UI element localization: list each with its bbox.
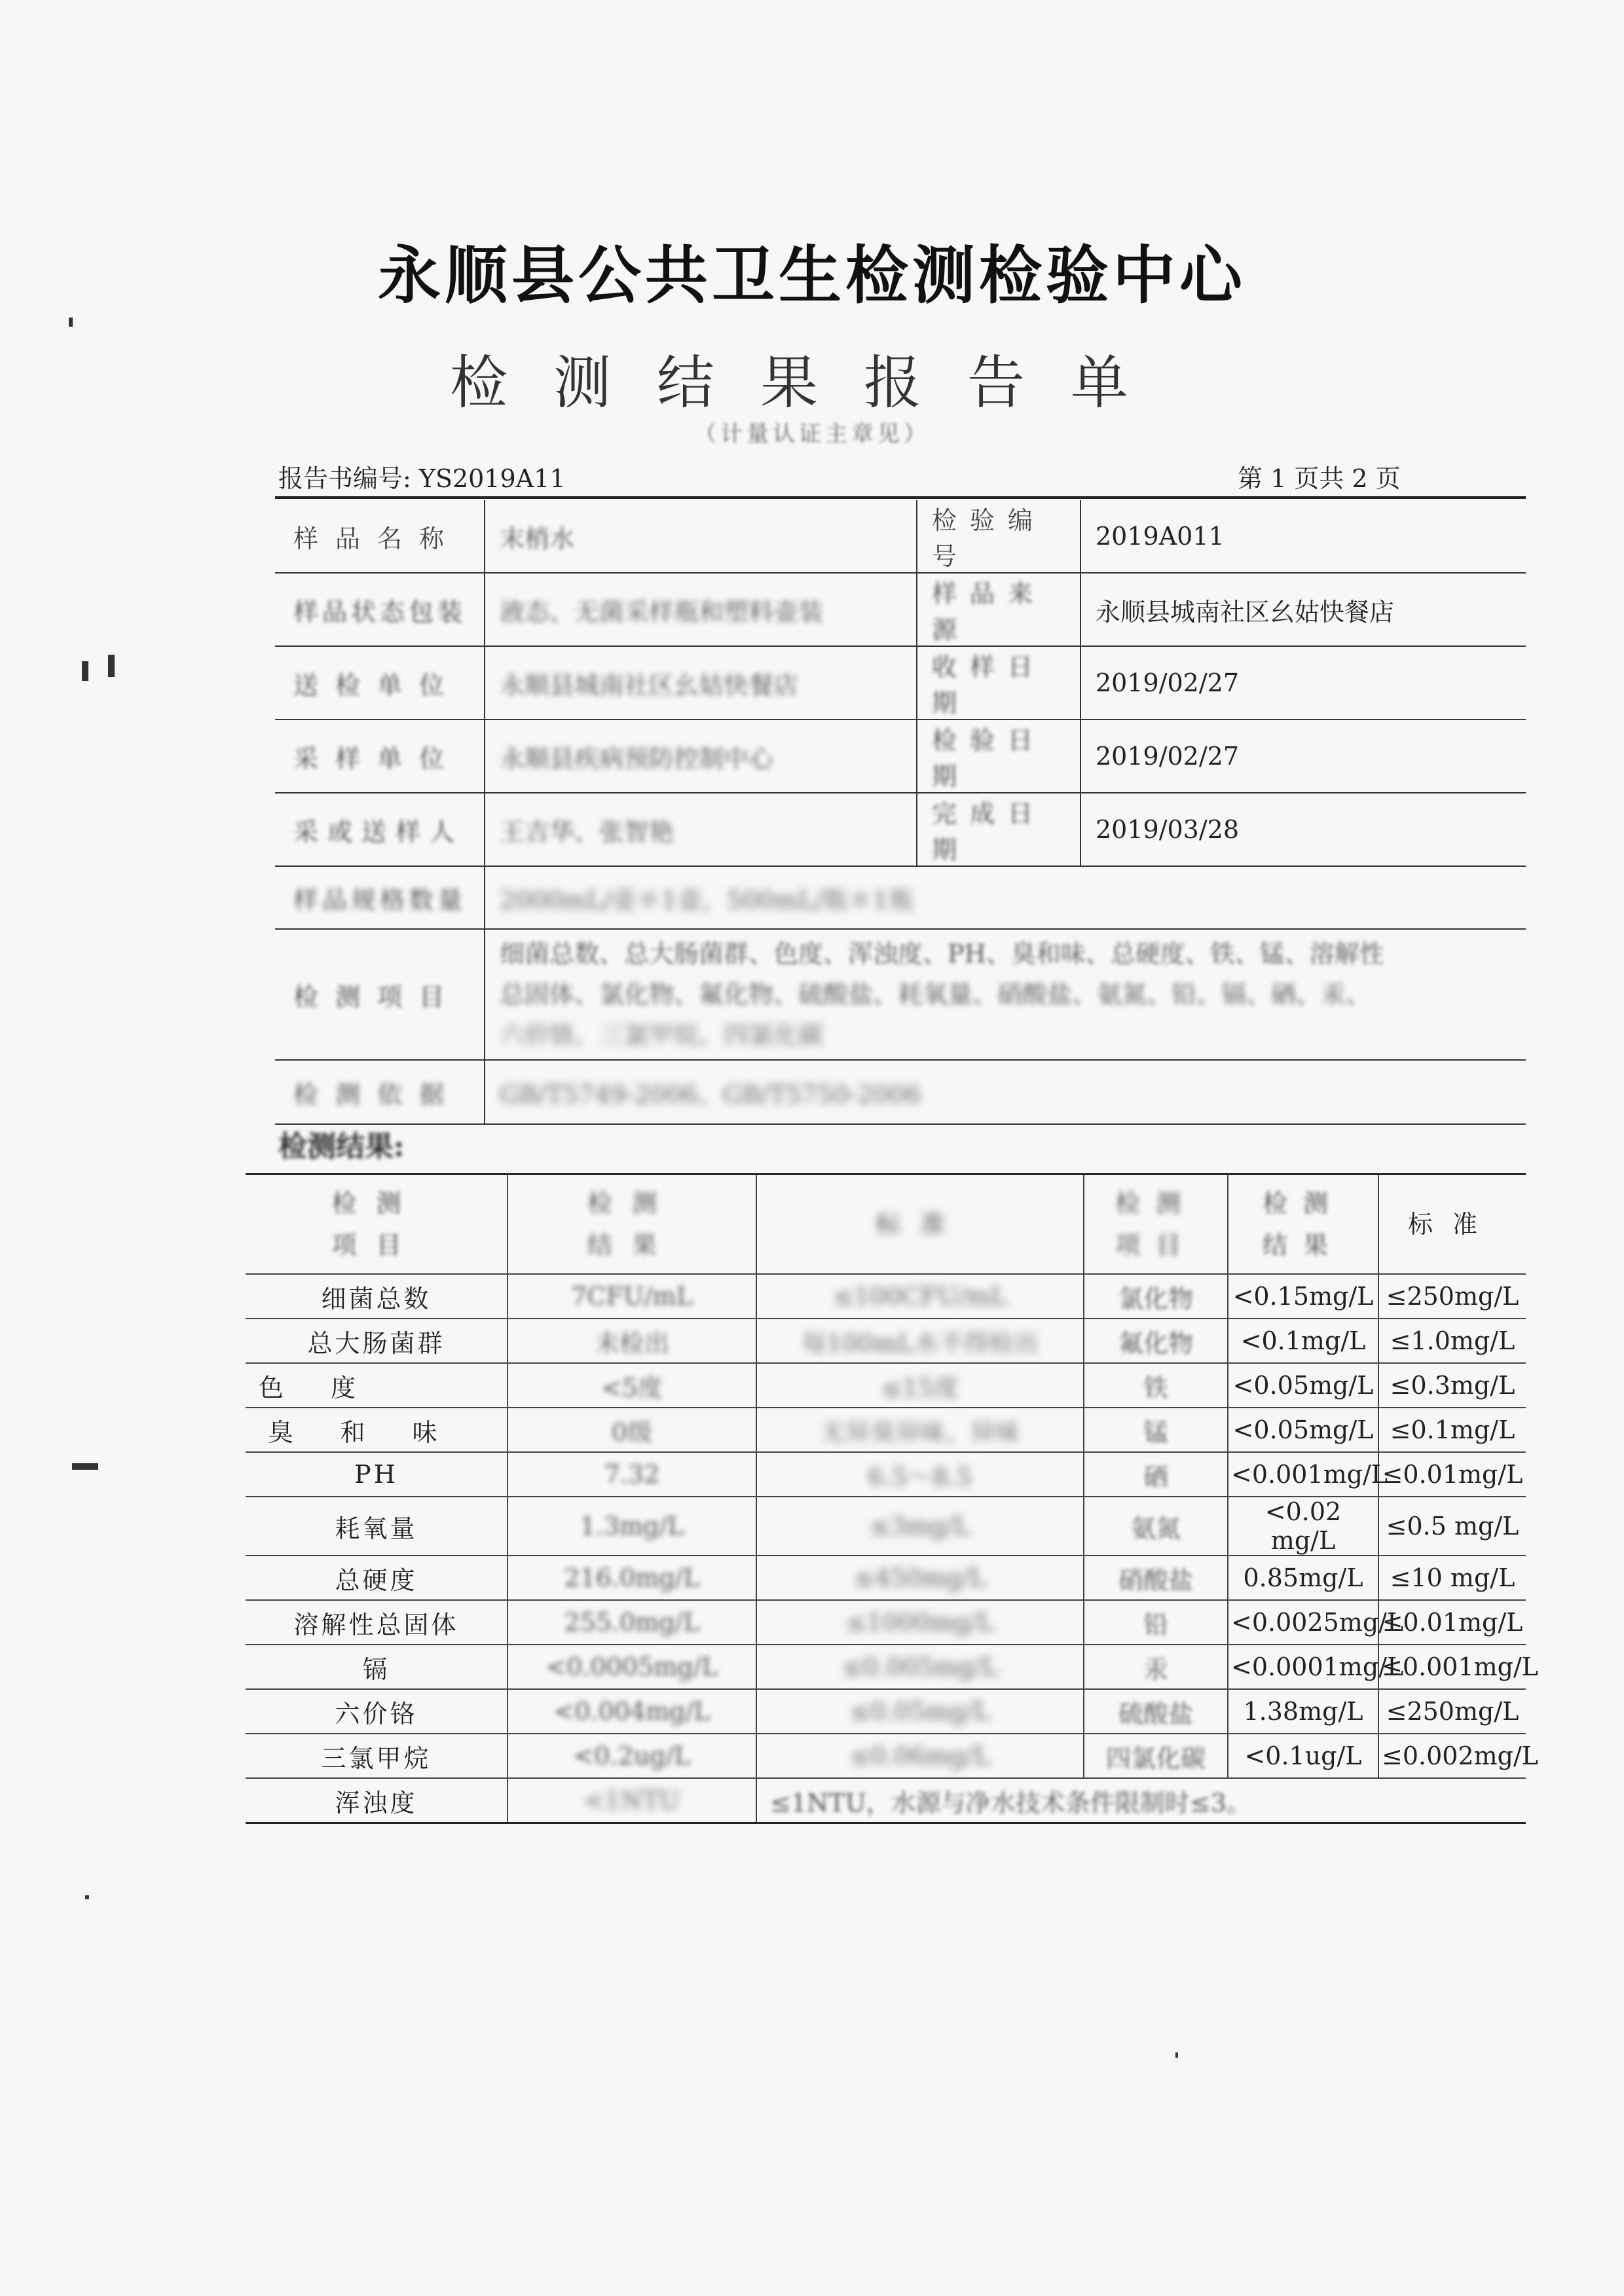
- result-row: [246, 1274, 1526, 1319]
- sampler-value: 王吉华、张智艳: [485, 793, 917, 866]
- result-value: 1.3mg/L: [507, 1497, 756, 1556]
- result-item-2: 氯化物: [1084, 1274, 1228, 1319]
- method-value: GB/T5749-2006、GB/T5750-2006: [485, 1060, 1526, 1124]
- result-standard-2: ≤0.1mg/L: [1378, 1408, 1526, 1452]
- result-item: 耗氧量: [246, 1497, 507, 1556]
- result-item: 总硬度: [246, 1556, 507, 1600]
- result-value: <0.2ug/L: [507, 1734, 756, 1778]
- submit-unit-label: 送检单位: [275, 646, 485, 720]
- items-line-1: 细菌总数、总大肠菌群、色度、浑浊度、PH、臭和味、总硬度、铁、锰、溶解性: [500, 939, 1384, 968]
- result-standard: 每100mL水不得检出: [756, 1319, 1084, 1363]
- state-label: 样品状态包装: [275, 573, 485, 646]
- receive-date-label: 收样日期: [917, 646, 1080, 720]
- result-standard: ≤450mg/L: [756, 1556, 1084, 1600]
- result-row: [246, 1408, 1526, 1452]
- header-item: 检测 项目: [246, 1175, 507, 1275]
- result-value-2: <0.15mg/L: [1228, 1274, 1378, 1319]
- result-standard-2: ≤250mg/L: [1378, 1689, 1526, 1734]
- result-item: 六价铬: [246, 1689, 507, 1734]
- doc-title: 检测结果报告单: [449, 349, 1174, 416]
- source-label: 样品来源: [917, 573, 1080, 646]
- result-value: 255.0mg/L: [507, 1600, 756, 1645]
- result-value: 未检出: [507, 1319, 756, 1363]
- sample-name-label: 样品名称: [275, 500, 485, 573]
- result-standard-2: ≤250mg/L: [1378, 1274, 1526, 1319]
- result-row: [246, 1689, 1526, 1734]
- result-standard-2: ≤0.3mg/L: [1378, 1363, 1526, 1408]
- items-line-3: 六价铬、三氯甲烷、四氯化碳: [500, 1021, 824, 1049]
- result-standard: ≤100CFU/mL: [756, 1274, 1084, 1319]
- result-row: [246, 1452, 1526, 1497]
- result-value-2: <0.001mg/L: [1228, 1452, 1378, 1497]
- result-item-2: 铁: [1084, 1363, 1228, 1408]
- page-indicator: 第 1 页共 2 页: [1238, 464, 1401, 493]
- result-row: [246, 1363, 1526, 1408]
- scan-speck: [1175, 2052, 1178, 2058]
- result-row: [246, 1600, 1526, 1645]
- spec-label: 样品规格数量: [275, 866, 485, 929]
- items-label: 检测项目: [275, 929, 485, 1060]
- result-item: 三氯甲烷: [246, 1734, 507, 1778]
- submit-unit-value: 永顺县城南社区幺姑快餐店: [485, 646, 917, 720]
- header-result-2: 检测 结果: [1228, 1175, 1378, 1275]
- results-table: [246, 1173, 1539, 1824]
- result-standard: ≤0.06mg/L: [756, 1734, 1084, 1778]
- result-standard: 6.5～8.5: [756, 1452, 1084, 1497]
- certification-note: （计量认证主章见）: [694, 421, 930, 447]
- result-value: 7CFU/mL: [507, 1274, 756, 1319]
- scan-speck: [85, 1895, 89, 1899]
- scan-speck: [69, 318, 73, 327]
- result-standard-2: ≤0.5 mg/L: [1378, 1497, 1526, 1556]
- finish-date-label: 完成日期: [917, 793, 1080, 866]
- header-item-2: 检测 项目: [1084, 1175, 1228, 1275]
- result-value-2: <0.0001mg/L: [1228, 1645, 1378, 1689]
- top-rule: [275, 496, 1526, 499]
- result-item: 溶解性总固体: [246, 1600, 507, 1645]
- method-label: 检测依据: [275, 1060, 485, 1124]
- result-standard-2: ≤0.01mg/L: [1378, 1452, 1526, 1497]
- result-row: [246, 1556, 1526, 1600]
- report-number: 报告书编号: YS2019A11: [278, 464, 566, 493]
- sampler-label: 采或送样人: [275, 793, 485, 866]
- result-value-2: <0.1ug/L: [1228, 1734, 1378, 1778]
- results-heading: 检测结果:: [278, 1130, 405, 1163]
- result-value-2: <0.05mg/L: [1228, 1363, 1378, 1408]
- result-row: [246, 1645, 1526, 1689]
- result-item: 总大肠菌群: [246, 1319, 507, 1363]
- sampling-unit-value: 永顺县疾病预防控制中心: [485, 720, 917, 793]
- result-item: 镉: [246, 1645, 507, 1689]
- result-item-2: 四氯化碳: [1084, 1734, 1228, 1778]
- result-value: 216.0mg/L: [507, 1556, 756, 1600]
- result-value: 7.32: [507, 1452, 756, 1497]
- result-rows: [246, 1274, 1539, 1778]
- items-value: [485, 929, 1526, 1060]
- header-standard-2: 标准: [1378, 1175, 1526, 1275]
- result-value-2: <0.1mg/L: [1228, 1319, 1378, 1363]
- sample-info-table: [275, 500, 1526, 1125]
- state-value: 液态、无菌采样瓶和塑料壶装: [485, 573, 917, 646]
- result-item-2: 硫酸盐: [1084, 1689, 1228, 1734]
- result-standard: ≤0.05mg/L: [756, 1689, 1084, 1734]
- result-standard-2: ≤10 mg/L: [1378, 1556, 1526, 1600]
- result-standard: ≤1000mg/L: [756, 1600, 1084, 1645]
- result-item-2: 锰: [1084, 1408, 1228, 1452]
- result-standard: ≤15度: [756, 1363, 1084, 1408]
- result-standard-2: ≤0.001mg/L: [1378, 1645, 1526, 1689]
- result-item-2: 硒: [1084, 1452, 1228, 1497]
- result-standard: ≤3mg/L: [756, 1497, 1084, 1556]
- receive-date-value: 2019/02/27: [1080, 646, 1526, 720]
- result-row: [246, 1497, 1526, 1556]
- result-item: 色度: [246, 1363, 507, 1408]
- result-item-2: 氟化物: [1084, 1319, 1228, 1363]
- result-value: <0.004mg/L: [507, 1689, 756, 1734]
- sampling-unit-label: 采样单位: [275, 720, 485, 793]
- turbidity-item: 浑浊度: [246, 1778, 507, 1823]
- org-title: 永顺县公共卫生检测检验中心: [378, 238, 1246, 312]
- items-line-2: 总固体、氯化物、氟化物、硫酸盐、耗氧量、硝酸盐、氨氮、铅、镉、硒、汞、: [500, 980, 1371, 1009]
- result-standard-2: ≤0.01mg/L: [1378, 1600, 1526, 1645]
- inspect-no-value: 2019A011: [1080, 500, 1526, 573]
- scan-speck: [72, 1463, 98, 1470]
- result-value-2: 0.85mg/L: [1228, 1556, 1378, 1600]
- inspect-date-label: 检验日期: [917, 720, 1080, 793]
- sample-name-value: 末梢水: [485, 500, 917, 573]
- result-item-2: 硝酸盐: [1084, 1556, 1228, 1600]
- turbidity-result: <1NTU: [507, 1778, 756, 1823]
- spec-value: 2000mL/壶＊1壶，500mL/瓶＊1瓶: [485, 866, 1526, 929]
- result-value-2: 1.38mg/L: [1228, 1689, 1378, 1734]
- inspect-date-value: 2019/02/27: [1080, 720, 1526, 793]
- result-value: 0级: [507, 1408, 756, 1452]
- result-value-2: <0.05mg/L: [1228, 1408, 1378, 1452]
- result-item-2: 氨氮: [1084, 1497, 1228, 1556]
- scan-speck: [108, 655, 115, 677]
- result-item-2: 铅: [1084, 1600, 1228, 1645]
- result-item: 细菌总数: [246, 1274, 507, 1319]
- result-value: <5度: [507, 1363, 756, 1408]
- result-value: <0.0005mg/L: [507, 1645, 756, 1689]
- result-item-2: 汞: [1084, 1645, 1228, 1689]
- result-item: 臭和味: [246, 1408, 507, 1452]
- finish-date-value: 2019/03/28: [1080, 793, 1526, 866]
- inspect-no-label: 检验编号: [917, 500, 1080, 573]
- scan-speck: [82, 661, 88, 681]
- turbidity-row: [246, 1778, 1526, 1823]
- result-standard: 无异臭异味、异味: [756, 1408, 1084, 1452]
- header-result: 检测 结果: [507, 1175, 756, 1275]
- turbidity-standard: ≤1NTU，水源与净水技术条件限制时≤3。: [756, 1778, 1526, 1823]
- result-value-2: <0.0025mg/L: [1228, 1600, 1378, 1645]
- result-value-2: <0.02 mg/L: [1228, 1497, 1378, 1556]
- result-standard-2: ≤1.0mg/L: [1378, 1319, 1526, 1363]
- result-standard: ≤0.005mg/L: [756, 1645, 1084, 1689]
- result-row: [246, 1319, 1526, 1363]
- header-standard: 标准: [756, 1175, 1084, 1275]
- result-row: [246, 1734, 1526, 1778]
- source-value: 永顺县城南社区幺姑快餐店: [1080, 573, 1526, 646]
- result-standard-2: ≤0.002mg/L: [1378, 1734, 1526, 1778]
- result-item: PH: [246, 1452, 507, 1497]
